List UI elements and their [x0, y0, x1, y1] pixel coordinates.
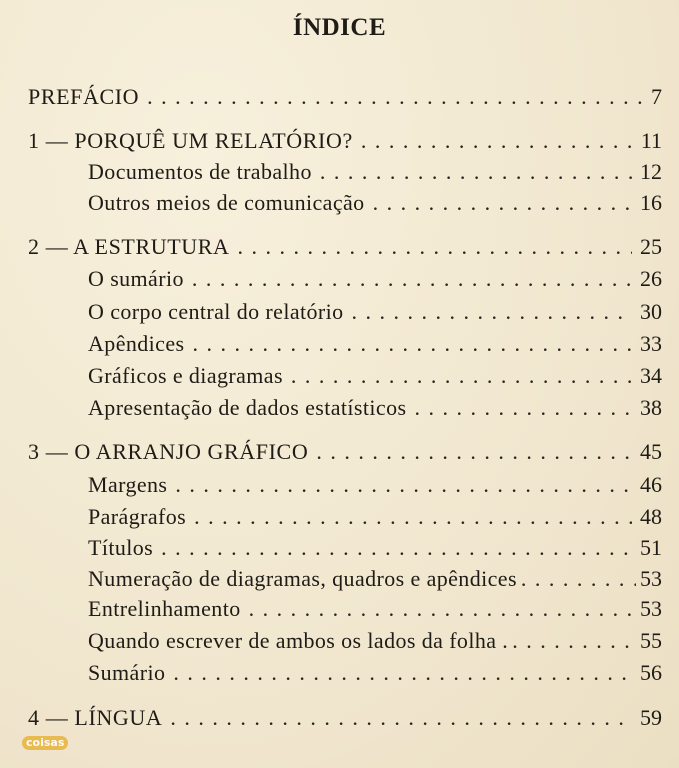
leader-dots: [512, 626, 636, 656]
watermark-logo: coisas: [22, 736, 68, 750]
toc-entry-page: 56: [640, 660, 662, 685]
toc-entry-page: 53: [640, 596, 662, 621]
toc-entry-label: Margens: [88, 472, 168, 497]
toc-entry-label: Documentos de trabalho: [88, 159, 312, 184]
toc-entry-label: 1 — PORQUÊ UM RELATÓRIO?: [28, 128, 353, 153]
toc-entry-page: 45: [640, 439, 662, 464]
toc-entry-chapter-4: [28, 703, 662, 733]
toc-entry-page: 25: [640, 234, 662, 259]
toc-entry-label: O sumário: [88, 266, 184, 291]
toc-entry-section: [88, 626, 662, 656]
toc-entry-chapter-2: [28, 232, 662, 262]
leader-dots: [316, 437, 632, 467]
toc-entry-label: Sumário: [88, 660, 166, 685]
toc-entry-label: 4 — LÍNGUA: [28, 705, 163, 730]
leader-dots: [175, 470, 632, 500]
leader-dots: [161, 533, 632, 563]
toc-entry-prefacio: [28, 82, 662, 112]
leader-dots: [373, 188, 632, 218]
toc-entry-section: [88, 264, 662, 294]
leader-dots: [147, 82, 643, 112]
toc-entry-label: Numeração de diagramas, quadros e apêndices: [88, 566, 517, 591]
leader-dots: [320, 157, 632, 187]
leader-dots: [361, 126, 633, 156]
toc-entry-page: 7: [651, 84, 662, 109]
toc-entry-label: Apêndices: [88, 331, 185, 356]
toc-entry-label: Apresentação de dados estatísticos: [88, 395, 407, 420]
toc-entry-chapter-3: [28, 437, 662, 467]
toc-entry-page: 51: [640, 535, 662, 560]
toc-entry-page: 55: [640, 628, 662, 653]
toc-entry-page: 26: [640, 266, 662, 291]
toc-entry-section: [88, 329, 662, 359]
toc-entry-section: [88, 361, 662, 391]
toc-entry-section: [88, 188, 662, 218]
toc-entry-page: 53: [640, 566, 662, 591]
toc-entry-section: [88, 470, 662, 500]
toc-entry-page: 33: [640, 331, 662, 356]
toc-entry-section: [88, 658, 662, 688]
toc-entry-page: 46: [640, 472, 662, 497]
toc-entry-page: 48: [640, 504, 662, 529]
leader-dots: [352, 297, 632, 327]
leader-dots: [414, 393, 632, 423]
toc-entry-section: [88, 297, 662, 327]
leader-dots: [170, 703, 632, 733]
leader-dots: [173, 658, 632, 688]
toc-entry-page: 59: [640, 705, 662, 730]
toc-entry-page: 11: [640, 128, 662, 153]
leader-dots: [521, 564, 636, 594]
toc-entry-label: Parágrafos: [88, 504, 187, 529]
leader-dots: [291, 361, 632, 391]
toc-entry-label: O corpo central do relatório: [88, 299, 344, 324]
toc-entry-page: 16: [640, 190, 662, 215]
toc-entry-section: [88, 502, 662, 532]
leader-dots: [194, 502, 632, 532]
toc-entry-page: 38: [640, 395, 662, 420]
page-title: ÍNDICE: [292, 14, 387, 41]
toc-entry-section: [88, 393, 662, 423]
toc-entry-page: 12: [640, 159, 662, 184]
toc-entry-label: Entrelinhamento: [88, 596, 241, 621]
leader-dots: [238, 232, 632, 262]
leader-dots: [249, 594, 632, 624]
leader-dots: [192, 264, 632, 294]
toc-entry-label: Outros meios de comunicação: [88, 190, 365, 215]
toc-entry-chapter-1: [28, 126, 662, 156]
toc-entry-label: PREFÁCIO: [28, 84, 140, 109]
toc-entry-label: Quando escrever de ambos os lados da folha .: [88, 628, 509, 653]
toc-entry-section: [88, 157, 662, 187]
toc-entry-label: 3 — O ARRANJO GRÁFICO: [28, 439, 309, 464]
toc-entry-label: Gráficos e diagramas: [88, 363, 283, 388]
toc-entry-section: [88, 594, 662, 624]
toc-entry-label: Títulos: [88, 535, 154, 560]
toc-entry-page: 34: [640, 363, 662, 388]
toc-entry-section: [88, 533, 662, 563]
leader-dots: [192, 329, 632, 359]
toc-entry-section: [88, 564, 662, 594]
toc-entry-page: 30: [640, 299, 662, 324]
toc-entry-label: 2 — A ESTRUTURA: [28, 234, 230, 259]
